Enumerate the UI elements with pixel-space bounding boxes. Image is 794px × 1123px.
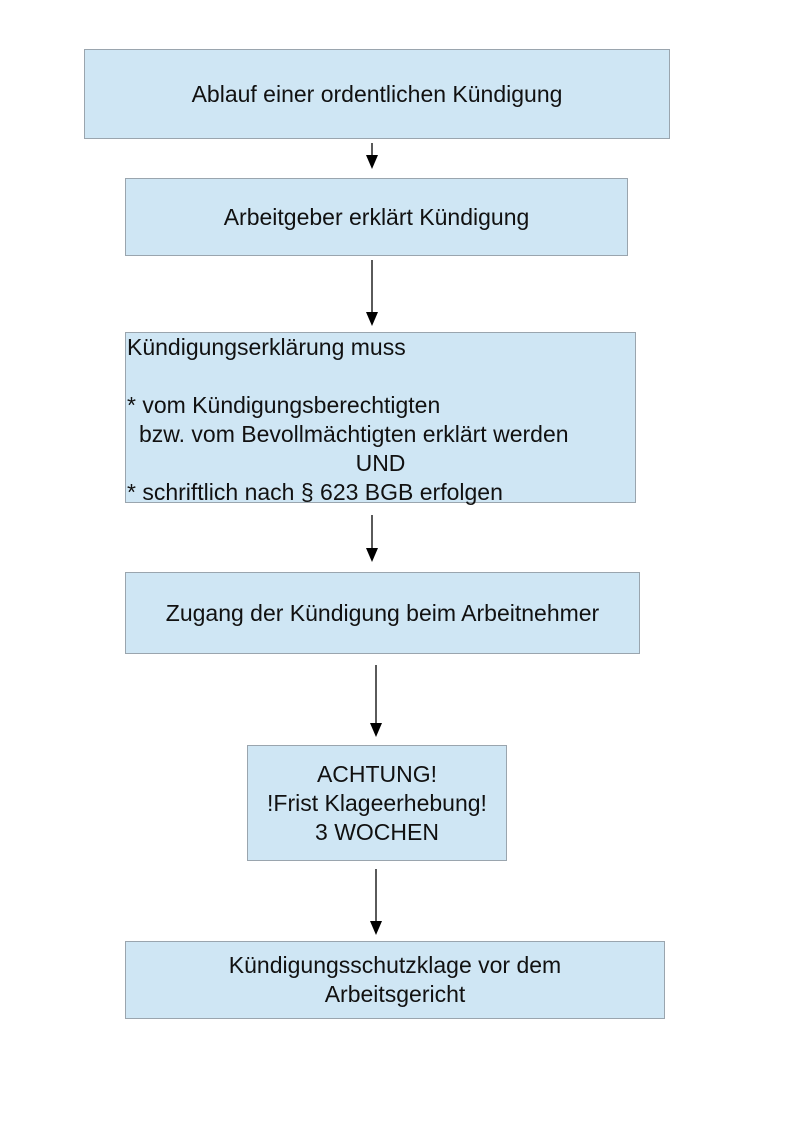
arrow-down-icon [370,869,382,935]
flow-step-text: Arbeitgeber erklärt Kündigung [223,203,530,230]
flow-step-text: bzw. vom Bevollmächtigten erklärt werden [139,421,569,447]
flow-step-text: Ablauf einer ordentlichen Kündigung [191,80,563,107]
flow-step-text: * vom Kündigungsberechtigten [127,392,441,418]
flow-step-text: Zugang der Kündigung beim Arbeitnehmer [165,599,600,626]
flow-step-text: ACHTUNG! [316,760,438,787]
flow-step-text: * schriftlich nach § 623 BGB erfolgen [127,479,503,505]
flow-step-text: !Frist Klageerhebung! [267,789,487,816]
arrow-down-icon [366,515,378,562]
flow-step-text: UND [355,450,406,476]
flow-step-text: 3 WOCHEN [315,818,439,845]
arrow-down-icon [370,665,382,737]
flow-step-text: Kündigungsschutzklage vor dem [228,952,562,978]
arrow-down-icon [366,260,378,326]
arrow-down-icon [366,143,378,169]
flow-step-text: Arbeitsgericht [324,981,466,1007]
flow-step-text: Kündigungserklärung muss [127,334,406,360]
